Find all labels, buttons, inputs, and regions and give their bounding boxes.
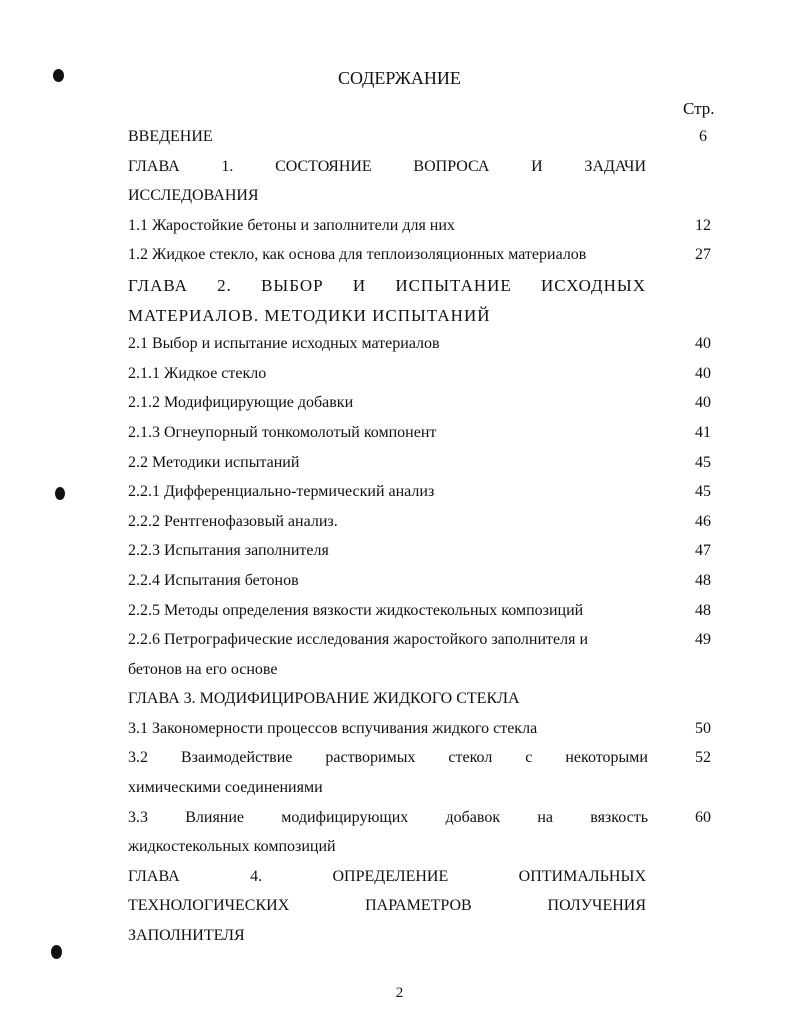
toc-entry-text: ГЛАВА 3. МОДИФИЦИРОВАНИЕ ЖИДКОГО СТЕКЛА	[128, 690, 520, 708]
toc-row	[128, 657, 720, 687]
toc-page-number: 40	[695, 394, 711, 412]
toc-entry-text: жидкостекольных композиций	[128, 838, 336, 856]
toc-page-number: 48	[695, 571, 711, 589]
toc-page-number: 12	[695, 216, 711, 234]
toc-entry-text: ТЕХНОЛОГИЧЕСКИХ ПАРАМЕТРОВ ПОЛУЧЕНИЯ	[128, 897, 646, 915]
toc-row	[128, 716, 720, 746]
toc-row	[128, 509, 720, 539]
toc-row	[128, 390, 720, 420]
toc-entry-text: 2.2.4 Испытания бетонов	[128, 571, 299, 589]
toc-row	[128, 361, 720, 391]
toc-row	[128, 745, 720, 775]
toc-row	[128, 272, 720, 302]
toc-row	[128, 124, 720, 154]
toc-entry-text: 2.1.1 Жидкое стекло	[128, 364, 267, 382]
toc-entry-text: 1.2 Жидкое стекло, как основа для теплоизоляционных материалов	[128, 246, 587, 264]
toc-page-number: 46	[695, 512, 711, 530]
table-of-contents	[128, 124, 720, 953]
toc-page-number: 45	[695, 453, 711, 471]
toc-entry-text: 2.2.2 Рентгенофазовый анализ.	[128, 512, 338, 530]
toc-row	[128, 923, 720, 953]
toc-entry-text: 2.1.3 Огнеупорный тонкомолотый компонент	[128, 423, 437, 441]
toc-row	[128, 775, 720, 805]
toc-entry-text: химическими соединениями	[128, 779, 323, 797]
toc-page-number: 48	[695, 601, 711, 619]
toc-page-number: 60	[695, 808, 711, 826]
toc-page-number: 6	[699, 128, 707, 145]
toc-page-number: 27	[695, 246, 711, 264]
toc-entry-text: 3.2 Взаимодействие растворимых стекол с некоторыми	[128, 749, 648, 767]
scan-hole-mark-bottom	[51, 945, 62, 959]
toc-row	[128, 183, 720, 213]
toc-row	[128, 538, 720, 568]
toc-row	[128, 864, 720, 894]
toc-row	[128, 242, 720, 272]
toc-page-number: 45	[695, 483, 711, 501]
scan-hole-mark-middle	[55, 487, 65, 500]
toc-entry-text: ГЛАВА 4. ОПРЕДЕЛЕНИЕ ОПТИМАЛЬНЫХ	[128, 867, 646, 885]
toc-entry-text: ВВЕДЕНИЕ	[128, 128, 213, 145]
toc-entry-text: 2.2.1 Дифференциально-термический анализ	[128, 483, 435, 501]
toc-entry-text: 2.1 Выбор и испытание исходных материалов	[128, 335, 440, 353]
toc-row	[128, 479, 720, 509]
toc-page-number: 40	[695, 335, 711, 353]
toc-row	[128, 213, 720, 243]
toc-page-number: 47	[695, 542, 711, 560]
page-column-label: Стр.	[683, 99, 715, 118]
toc-entry-text: бетонов на его основе	[128, 660, 278, 678]
toc-row	[128, 450, 720, 480]
toc-row	[128, 598, 720, 628]
toc-row	[128, 420, 720, 450]
toc-row	[128, 627, 720, 657]
page-title: СОДЕРЖАНИЕ	[338, 68, 461, 88]
toc-row	[128, 805, 720, 835]
toc-row	[128, 834, 720, 864]
toc-page-number: 41	[695, 423, 711, 441]
toc-entry-text: 2.2 Методики испытаний	[128, 453, 300, 471]
toc-page-number: 52	[695, 749, 711, 767]
toc-row	[128, 893, 720, 923]
toc-entry-text: МАТЕРИАЛОВ. МЕТОДИКИ ИСПЫТАНИЙ	[128, 305, 491, 325]
toc-entry-text: 2.2.5 Методы определения вязкости жидкостекольных композиций	[128, 601, 584, 619]
page-number: 2	[395, 985, 404, 1001]
toc-entry-text: ГЛАВА 2. ВЫБОР И ИСПЫТАНИЕ ИСХОДНЫХ	[128, 275, 646, 295]
toc-entry-text: ИССЛЕДОВАНИЯ	[128, 187, 259, 205]
toc-row	[128, 568, 720, 598]
toc-entry-text: ГЛАВА 1. СОСТОЯНИЕ ВОПРОСА И ЗАДАЧИ	[128, 157, 646, 175]
toc-page-number: 40	[695, 364, 711, 382]
toc-page-number: 50	[695, 719, 711, 737]
toc-page-number: 49	[695, 631, 711, 649]
toc-row	[128, 686, 720, 716]
toc-row	[128, 331, 720, 361]
toc-entry-text: 2.2.6 Петрографические исследования жаростойкого заполнителя и	[128, 631, 589, 649]
toc-entry-text: 3.3 Влияние модифицирующих добавок на вязкость	[128, 808, 648, 826]
toc-entry-text: ЗАПОЛНИТЕЛЯ	[128, 927, 245, 945]
toc-row	[128, 302, 720, 332]
toc-entry-text: 2.1.2 Модифицирующие добавки	[128, 394, 354, 412]
toc-entry-text: 2.2.3 Испытания заполнителя	[128, 542, 329, 560]
toc-entry-text: 3.1 Закономерности процессов вспучивания жидкого стекла	[128, 719, 538, 737]
toc-row	[128, 154, 720, 184]
toc-entry-text: 1.1 Жаростойкие бетоны и заполнители для них	[128, 216, 455, 234]
